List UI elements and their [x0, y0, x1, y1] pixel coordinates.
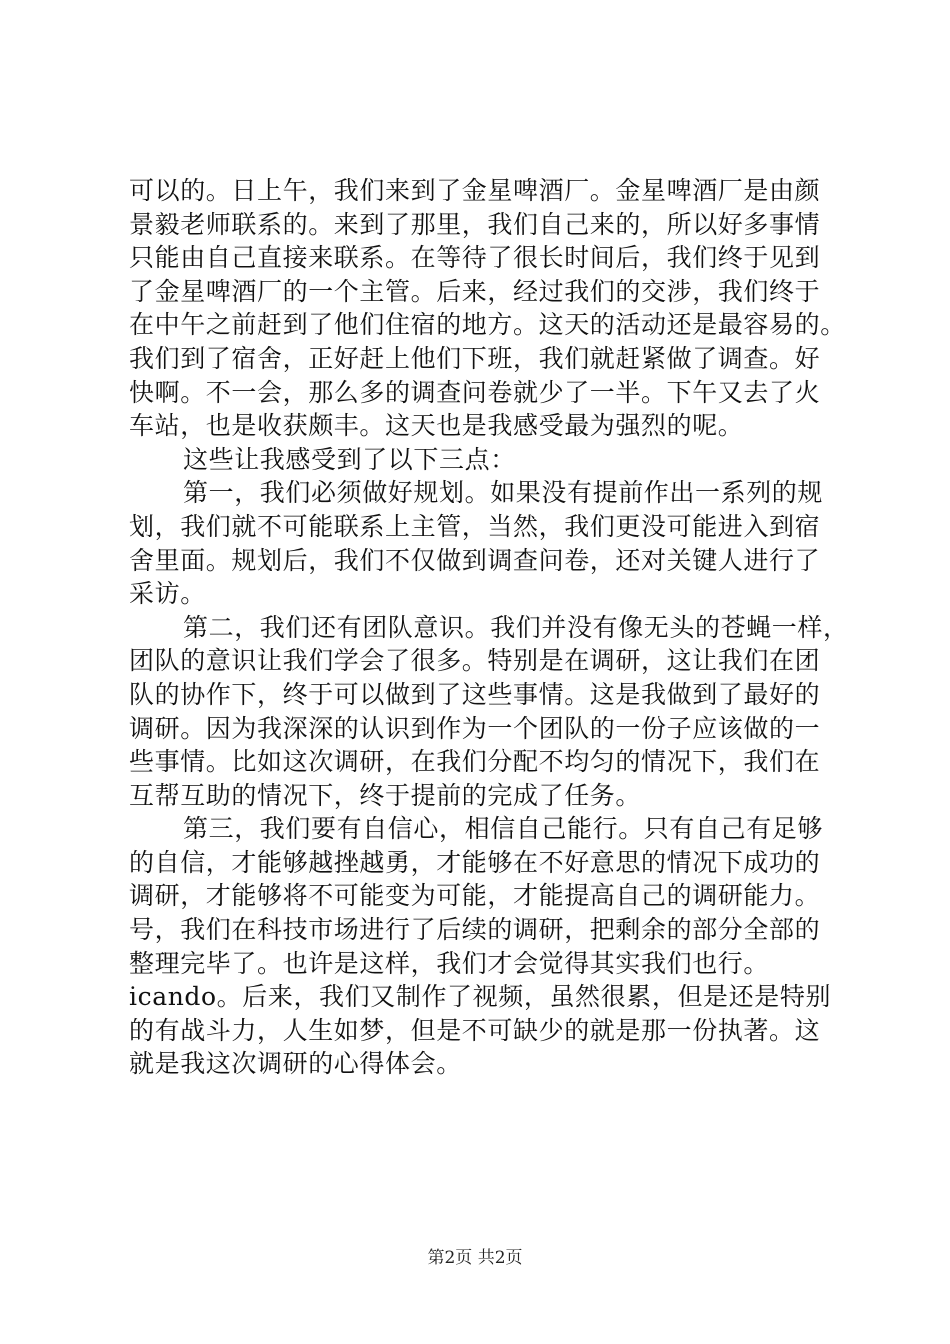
text-line: 只能由自己直接来联系。在等待了很长时间后，我们终于见到: [129, 243, 821, 273]
text-line: 车站，也是收获颇丰。这天也是我感受最为强烈的呢。: [129, 411, 744, 441]
text-line: 景毅老师联系的。来到了那里，我们自己来的，所以好多事情: [129, 209, 821, 239]
page-footer: [0, 1243, 950, 1268]
paragraph-3: [129, 476, 859, 610]
text-line: 调研。因为我深深的认识到作为一个团队的一份子应该做的一: [129, 713, 821, 743]
paragraph-1: [129, 174, 859, 443]
paragraph-2: [129, 443, 859, 477]
text-line: 第二，我们还有团队意识。我们并没有像无头的苍蝇一样，: [183, 612, 849, 642]
text-line: 舍里面。规划后，我们不仅做到调查问卷，还对关键人进行了: [129, 545, 821, 575]
text-line: 号，我们在科技市场进行了后续的调研，把剩余的部分全部的: [129, 915, 821, 945]
text-line: 整理完毕了。也许是这样，我们才会觉得其实我们也行。: [129, 948, 770, 978]
text-line: 的有战斗力，人生如梦，但是不可缺少的就是那一份执著。这: [129, 1015, 821, 1045]
text-line: 队的协作下，终于可以做到了这些事情。这是我做到了最好的: [129, 679, 821, 709]
text-line: 就是我这次调研的心得体会。: [129, 1049, 462, 1079]
text-line: 些事情。比如这次调研，在我们分配不均匀的情况下，我们在: [129, 747, 821, 777]
text-line: 的自信，才能够越挫越勇，才能够在不好意思的情况下成功的: [129, 847, 821, 877]
paragraph-4: [129, 611, 859, 813]
text-line: 我们到了宿舍，正好赶上他们下班，我们就赶紧做了调查。好: [129, 343, 821, 373]
text-line: 采访。: [129, 579, 206, 609]
text-line: 互帮互助的情况下，终于提前的完成了任务。: [129, 780, 642, 810]
text-line: icando。后来，我们又制作了视频，虽然很累，但是还是特别: [129, 982, 832, 1012]
text-line: 了金星啤酒厂的一个主管。后来，经过我们的交涉，我们终于: [129, 276, 821, 306]
text-line: 团队的意识让我们学会了很多。特别是在调研，这让我们在团: [129, 646, 821, 676]
text-line: 第一，我们必须做好规划。如果没有提前作出一系列的规: [183, 478, 824, 508]
text-line: 这些让我感受到了以下三点：: [183, 444, 516, 474]
text-line: 快啊。不一会，那么多的调查问卷就少了一半。下午又去了火: [129, 377, 821, 407]
page-number: 第2页 共2页: [427, 1248, 523, 1268]
text-line: 第三，我们要有自信心，相信自己能行。只有自己有足够: [183, 814, 824, 844]
paragraph-5: [129, 812, 859, 1081]
text-line: 划，我们就不可能联系上主管，当然，我们更没可能进入到宿: [129, 511, 821, 541]
text-line: 在中午之前赶到了他们住宿的地方。这天的活动还是最容易的。: [129, 310, 846, 340]
text-line: 可以的。日上午，我们来到了金星啤酒厂。金星啤酒厂是由颜: [129, 176, 821, 205]
text-line: 调研，才能够将不可能变为可能，才能提高自己的调研能力。: [129, 881, 821, 911]
document-body: [129, 174, 859, 1081]
